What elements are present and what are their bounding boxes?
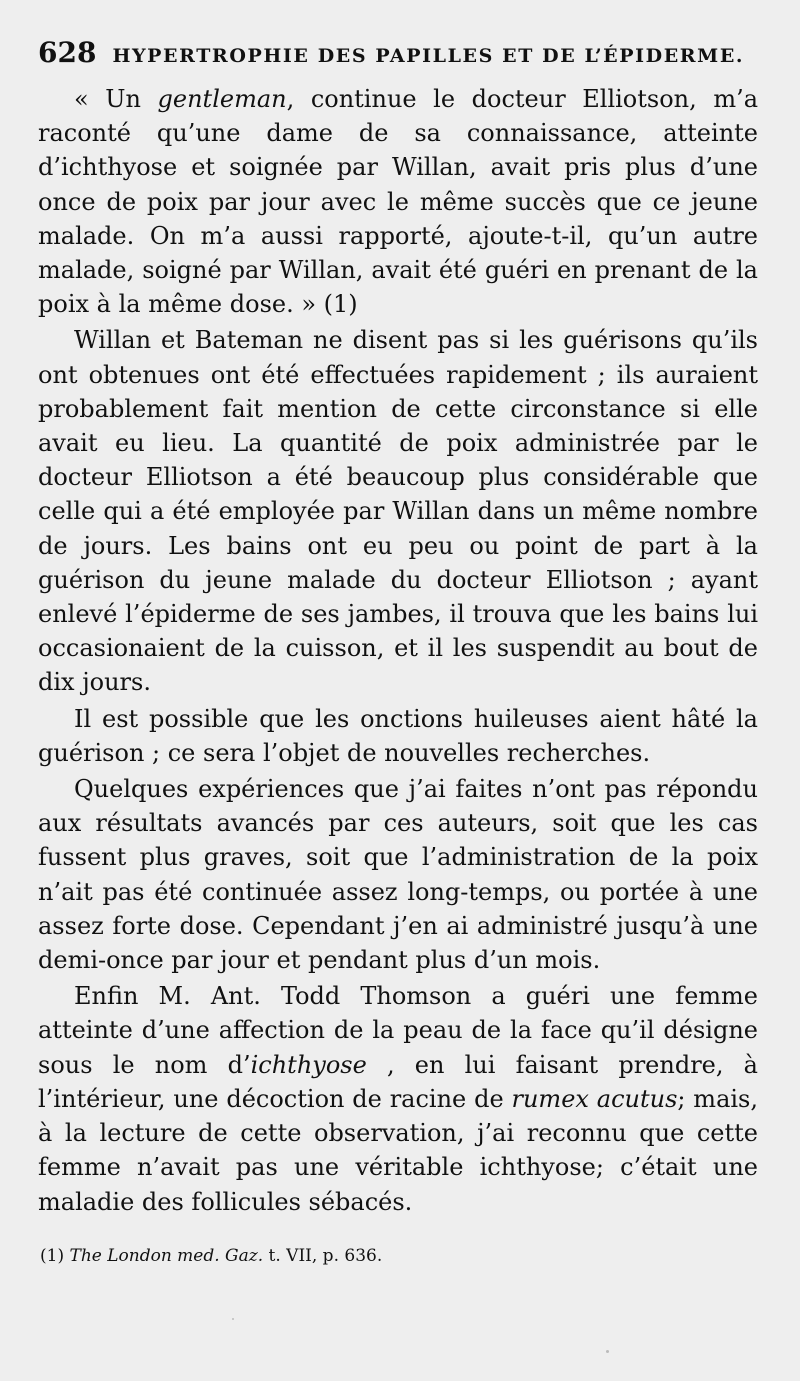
- paragraph-5-text-c: ; mais, à la lecture de cette observation, j’ai reconnu que cette femme n’avait pas une véritable ichthyose; c’était une maladie des follicules sébacés.: [38, 1084, 758, 1216]
- paper-speck: [232, 1318, 234, 1320]
- footnote-source: The London med. Gaz.: [69, 1246, 264, 1266]
- paragraph-5-text-b: , en lui faisant prendre, à l’intérieur, une décoction de racine de: [38, 1050, 758, 1113]
- paragraph-1: [38, 82, 758, 321]
- page-number: 628: [38, 36, 97, 69]
- paper-speck: [606, 1350, 609, 1353]
- paragraph-5-italic-ichthyose: ichthyose: [250, 1050, 367, 1079]
- paragraph-1-italic: gentleman: [157, 85, 287, 113]
- paragraph-2: Willan et Bateman ne disent pas si les guérisons qu’ils ont obtenues ont été effectuées rapidement ; ils auraient probablement fait mention de cette circonstance si elle avait eu lieu. La quantité de poix administrée par le docteur Elliotson a été beaucoup plus considérable que celle qui a été employée par Willan dans un même nombre de jours. Les bains ont eu peu ou point de part à la guérison du jeune malade du docteur Elliotson ; ayant enlevé l’épiderme de ses jambes, il trouva que les bains lui occasionaient de la cuisson, et il les suspendit au bout de dix jours.: [38, 326, 758, 697]
- paragraph-3: Il est possible que les onctions huileuses aient hâté la guérison ; ce sera l’objet de nouvelles recherches.: [38, 704, 758, 767]
- footnote-reference: t. VII, p. 636.: [263, 1246, 383, 1266]
- paragraph-5: [38, 979, 758, 1218]
- footnote: [40, 1244, 760, 1268]
- paragraph-5-italic-rumex: rumex acutus: [511, 1084, 678, 1113]
- body-text: [38, 82, 758, 1219]
- page-header: [38, 36, 758, 76]
- footnote-marker: (1): [40, 1246, 70, 1266]
- paragraph-1-text-a: « Un: [74, 85, 158, 113]
- paragraph-5-text-a: Enfin M. Ant. Todd Thomson a guéri une femme atteinte d’une affection de la peau de la face qu’il désigne sous le nom d’: [38, 982, 758, 1079]
- paragraph-1-text-b: , continue le docteur Elliotson, m’a raconté qu’une dame de sa connaissance, atteinte d’ichthyose et soignée par Willan, avait pris plus d’une once de poix par jour avec le même succès que ce jeune malade. On m’a aussi rapporté, ajoute-t-il, qu’un autre malade, soigné par Willan, avait été guéri en prenant de la poix à la même dose. » (1): [38, 85, 759, 319]
- paragraph-4: Quelques expériences que j’ai faites n’ont pas répondu aux résultats avancés par ces auteurs, soit que les cas fussent plus graves, soit que l’administration de la poix n’ait pas été continuée assez long-temps, ou portée à une assez forte dose. Cependant j’en ai administré jusqu’à une demi-once par jour et pendant plus d’un mois.: [38, 775, 758, 975]
- running-title: HYPERTROPHIE DES PAPILLES ET DE L’ÉPIDERME.: [112, 45, 745, 67]
